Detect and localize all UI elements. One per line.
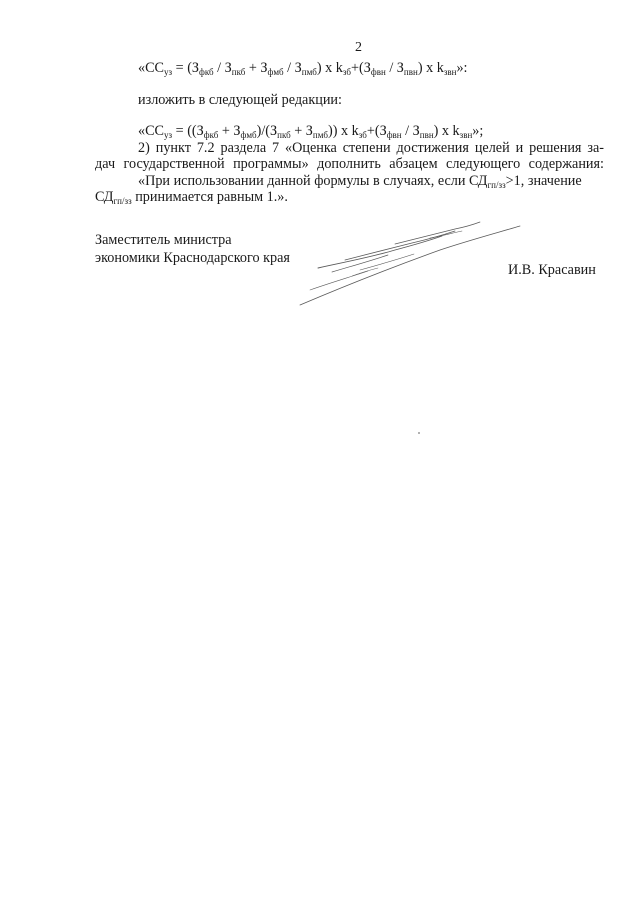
signatory-name: И.В. Красавин — [508, 262, 596, 278]
signatory-title-line-2: экономики Краснодарского края — [95, 250, 290, 266]
scan-speck — [418, 432, 420, 434]
formula-old: «$СС_{уз} = (З_{фкб} / З_{пкб} + З_{фмб} / З_{пмб})$ х $k_{зб}+(З_{фвн} / З_{пвн})$ х $k_{звн}$»: — [138, 60, 468, 77]
signatory-title-line-1: Заместитель министра — [95, 232, 232, 248]
paragraph-3-line-2: $СД_{гп/зз}$ принимается равным 1.». — [95, 189, 288, 206]
paragraph-2-line-2: дач государственной программы» дополнить абзацем следующего содержания: — [95, 156, 604, 172]
page-number: 2 — [355, 40, 362, 55]
formula-new: «$СС_{уз} = ((З_{фкб} + З_{фмб})/(З_{пкб} + З_{пмб}))$ х $k_{зб}+(З_{фвн} / З_{пвн})$ х $k_{звн}$»; — [138, 123, 484, 140]
restate-line: изложить в следующей редакции: — [138, 92, 342, 108]
paragraph-3-line-1: «При использовании данной формулы в случаях, если $СД_{гп/зз}>1$, значение — [138, 173, 582, 190]
paragraph-2-line-1: 2) пункт 7.2 раздела 7 «Оценка степени достижения целей и решения за- — [138, 140, 604, 156]
